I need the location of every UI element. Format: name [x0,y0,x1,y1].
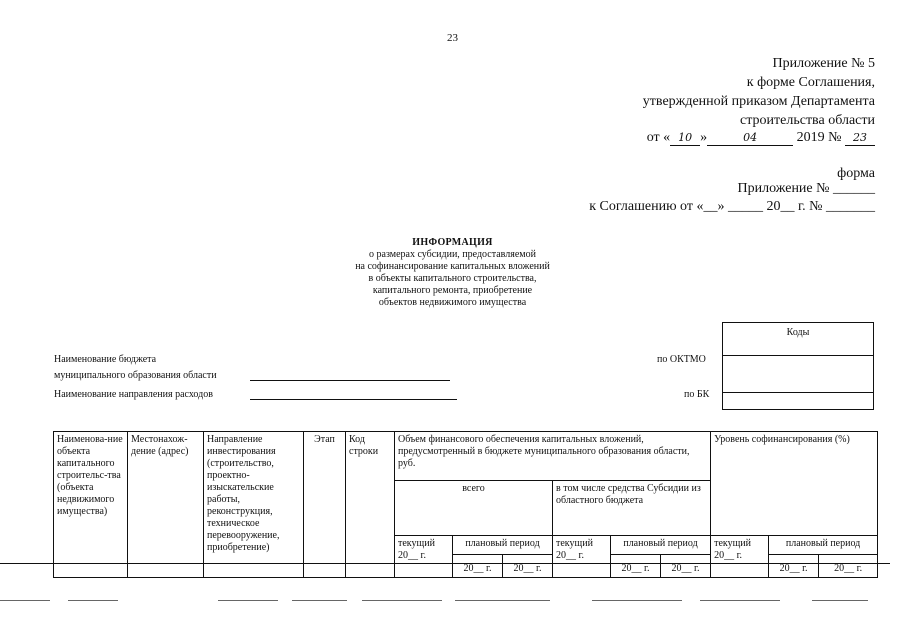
title-line-2: на софинансирование капитальных вложений [355,261,550,272]
form-agreement: к Соглашению от «__» _____ 20__ г. № _______ [589,199,875,214]
direction-label: Наименование направления расходов [54,389,213,400]
total-plan-year-2: 20__ г. [503,555,553,578]
scan-dash-3 [218,600,278,601]
level-current-year: текущий 20__ г. [711,536,769,578]
header-stage: Этап [304,432,346,578]
appendix-line-3: утвержденной приказом Департамента [642,94,875,109]
date-prefix: от « [646,130,671,145]
level-plan-year-2: 20__ г. [819,555,878,578]
appendix-date-line [647,128,875,147]
scan-rule [0,563,890,564]
header-volume: Объем финансового обеспечения капитальных вложений, предусмотренный в бюджете муниципального образования области, руб. [395,432,711,481]
header-line-code: Код строки [346,432,395,578]
title-line-4: капитального ремонта, приобретение [372,285,533,296]
oktmo-label: по ОКТМО [657,354,706,365]
form-label: форма [837,166,875,181]
header-subsidy: в том числе средства Субсидии из областного бюджета [553,481,711,536]
budget-name-label-1: Наименование бюджета [54,354,157,365]
header-object: Наименова-ние объекта капитального строительс-тва (объекта недвижимого имущества) [54,432,128,578]
total-plan-year-1: 20__ г. [453,555,503,578]
form-appendix-no: Приложение № ______ [737,181,875,196]
level-plan-year-1: 20__ г. [769,555,819,578]
doc-title [0,237,905,309]
appendix-number: 23 [845,131,875,146]
bk-code-cell [723,393,874,410]
scan-dash-8 [700,600,780,601]
bk-label: по БК [684,389,710,400]
appendix-line-4: строительства области [740,113,875,128]
total-planned-period: плановый период [453,536,553,555]
subsidy-planned-period: плановый период [611,536,711,555]
date-month: 04 [707,131,793,146]
oktmo-code-cell [723,356,874,393]
subsidy-current-year: текущий 20__ г. [553,536,611,578]
title-line-1: о размерах субсидии, предоставляемой [369,249,536,260]
header-total: всего [395,481,553,536]
appendix-line-1: Приложение № 5 [772,56,875,71]
date-day: 10 [670,131,700,146]
header-direction: Направление инвестирования (строительство, проектно-изыскательские работы, реконструкция, техническое перевооружение, приобретение) [204,432,304,578]
scan-dash-7 [592,600,682,601]
header-location: Местонахож-дение (адрес) [128,432,204,578]
scan-dash-4 [292,600,347,601]
codes-header: Коды [723,323,874,356]
budget-name-field [250,380,450,381]
title-line-3: в объекты капитального строительства, [368,273,537,284]
title-heading: ИНФОРМАЦИЯ [412,237,493,248]
title-line-5: объектов недвижимого имущества [378,297,527,308]
page-number: 23 [447,32,458,44]
header-level: Уровень софинансирования (%) [711,432,878,536]
scan-dash-1 [0,600,50,601]
scan-dash-2 [68,600,118,601]
direction-field [250,399,457,400]
subsidy-table [53,431,878,578]
subsidy-plan-year-1: 20__ г. [611,555,661,578]
level-planned-period: плановый период [769,536,878,555]
scan-dash-5 [362,600,442,601]
date-year: 2019 № [796,130,842,145]
appendix-line-2: к форме Соглашения, [746,75,875,90]
scan-dash-9 [812,600,868,601]
subsidy-plan-year-2: 20__ г. [661,555,711,578]
scan-dash-6 [455,600,550,601]
codes-table [722,322,874,410]
total-current-year: текущий 20__ г. [395,536,453,578]
date-quote: » [700,130,708,145]
budget-name-label-2: муниципального образования области [54,370,217,381]
